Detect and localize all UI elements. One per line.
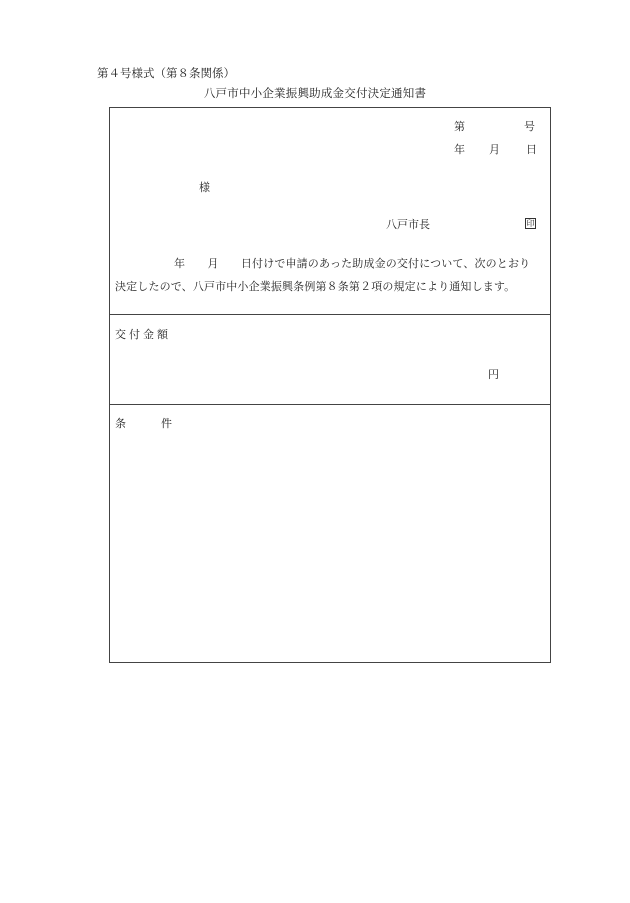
seal-stamp-mark: 印	[526, 219, 535, 228]
notice-number-prefix: 第	[454, 120, 465, 133]
date-year-label: 年	[454, 143, 465, 156]
amount-unit-yen: 円	[488, 368, 499, 381]
document-title: 八戸市中小企業振興助成金交付決定通知書	[203, 86, 427, 100]
date-day-label: 日	[526, 143, 537, 156]
notice-body-line-1: 年 月 日付けで申請のあった助成金の交付について、次のとおり	[174, 257, 531, 270]
sender-name: 八戸市長	[386, 218, 430, 231]
section-divider-amount	[110, 314, 550, 315]
notice-number-suffix: 号	[524, 120, 535, 133]
conditions-label-first-char: 条	[115, 417, 126, 430]
recipient-honorific: 様	[199, 181, 210, 194]
section-divider-conditions	[110, 404, 550, 405]
grant-amount-label: 交付金額	[115, 328, 171, 341]
notice-form-table	[109, 107, 551, 663]
notice-body-line-2: 決定したので、八戸市中小企業振興条例第８条第２項の規定により通知します。	[115, 280, 516, 293]
conditions-label-second-char: 件	[161, 417, 172, 430]
date-month-label: 月	[489, 143, 500, 156]
form-number-label: 第４号様式（第８条関係）	[97, 66, 235, 80]
